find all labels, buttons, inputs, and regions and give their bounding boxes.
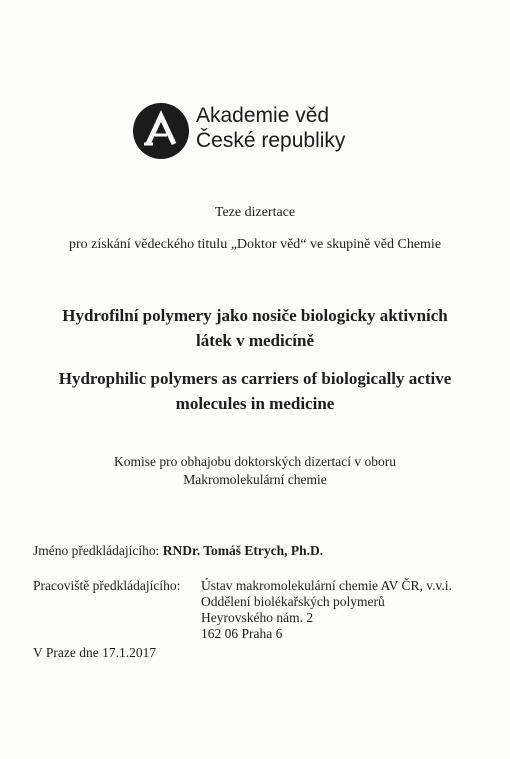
workplace-line: Ústav makromolekulární chemie AV ČR, v.v.i. xyxy=(201,578,452,593)
title-english-line1: Hydrophilic polymers as carriers of biologically active xyxy=(58,369,452,388)
workplace-address xyxy=(201,578,452,642)
workplace-line: Oddělení biolékařských polymerů xyxy=(201,594,385,609)
committee-info xyxy=(0,453,510,489)
title-czech-line2: látek v medicíně xyxy=(195,331,315,350)
applicant-row xyxy=(33,543,323,559)
applicant-name: RNDr. Tomáš Etrych, Ph.D. xyxy=(162,543,324,558)
applicant-label: Jméno předkládajícího: xyxy=(33,543,160,558)
workplace-label: Pracoviště předkládajícího: xyxy=(33,578,181,593)
workplace-line: 162 06 Praha 6 xyxy=(201,626,283,641)
academy-name xyxy=(196,103,345,153)
date-line: V Praze dne 17.1.2017 xyxy=(33,645,157,660)
workplace-line: Heyrovského nám. 2 xyxy=(201,610,314,625)
committee-line2: Makromolekulární chemie xyxy=(183,472,327,487)
academy-name-line2: České republiky xyxy=(196,129,346,152)
title-english xyxy=(0,366,510,416)
title-czech xyxy=(0,303,510,353)
committee-line1: Komise pro obhajobu doktorských dizertací v oboru xyxy=(114,454,396,469)
academy-name-line1: Akademie věd xyxy=(196,104,330,127)
title-english-line2: molecules in medicine xyxy=(175,394,335,413)
academy-emblem-icon xyxy=(133,103,189,159)
document-type: Teze dizertace xyxy=(214,205,296,220)
degree-statement: pro získání vědeckého titulu „Doktor věd“ ve skupině věd Chemie xyxy=(68,237,442,252)
title-czech-line1: Hydrofilní polymery jako nosiče biologicky aktivních xyxy=(62,306,448,325)
